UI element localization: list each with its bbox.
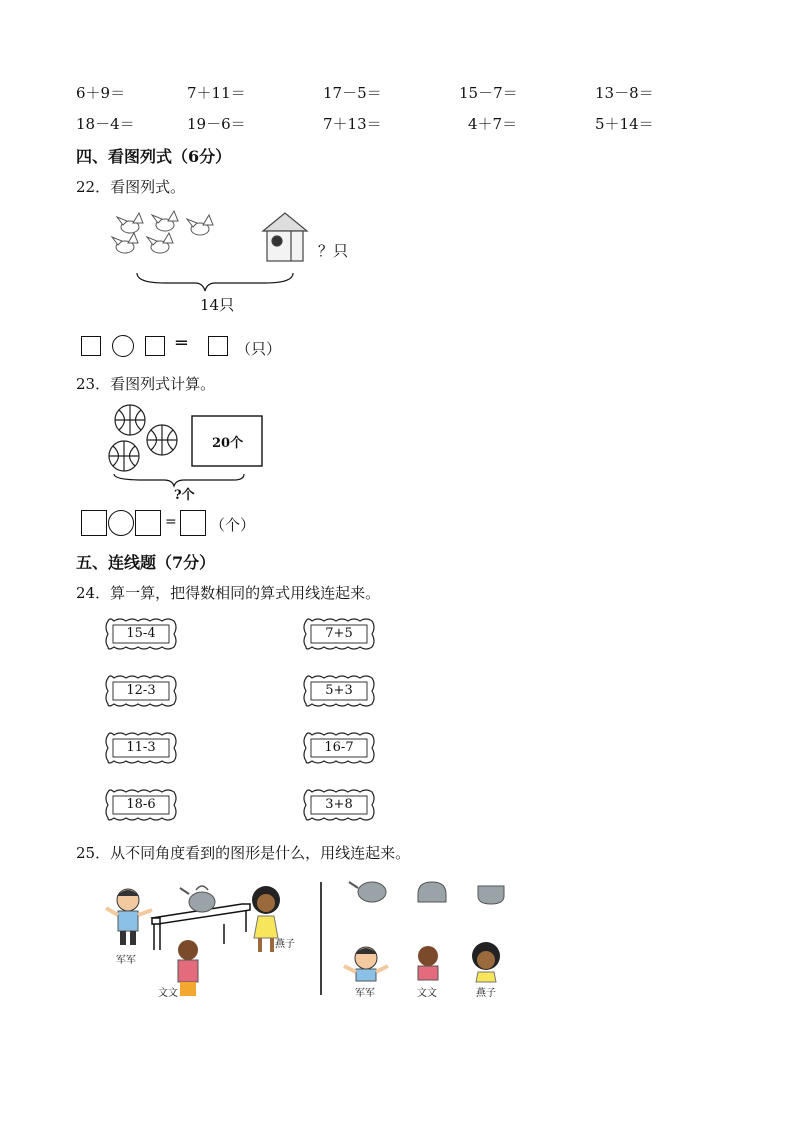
answer-box[interactable] xyxy=(208,336,228,356)
expression-text: 15-4 xyxy=(126,626,156,641)
answer-box[interactable] xyxy=(81,336,101,356)
unit-label: （个） xyxy=(210,516,256,534)
arithmetic-item: 17－5＝ xyxy=(323,84,382,102)
bird-icon xyxy=(117,213,143,233)
girl-wenwen-icon xyxy=(178,940,198,996)
unit-label: （只） xyxy=(236,340,282,358)
answer-box[interactable] xyxy=(145,336,165,356)
question-prompt: 22．看图列式。 xyxy=(76,178,186,196)
arithmetic-item: 5＋14＝ xyxy=(595,115,654,133)
expression-text: 12-3 xyxy=(126,683,156,698)
bird-icon xyxy=(147,233,173,253)
total-label: 14只 xyxy=(200,296,235,314)
section-heading: 四、看图列式（6分） xyxy=(76,147,232,166)
expression-card[interactable] xyxy=(104,788,178,822)
arithmetic-item: 7＋13＝ xyxy=(323,115,382,133)
basketball-icon xyxy=(109,441,139,471)
character-name: 燕子 xyxy=(275,939,295,950)
expression-text: 5+3 xyxy=(325,683,353,698)
character-name: 军军 xyxy=(116,955,136,966)
answer-box[interactable] xyxy=(180,510,206,536)
character-name: 燕子 xyxy=(476,988,496,999)
arithmetic-item: 4＋7＝ xyxy=(468,115,518,133)
expression-text: 7+5 xyxy=(325,626,353,641)
question-label: ？只 xyxy=(318,242,349,260)
expression-text: 11-3 xyxy=(126,740,156,755)
basketball-icon xyxy=(115,405,145,435)
kettle-side-view-icon xyxy=(349,882,386,902)
girl-wenwen-icon xyxy=(418,946,438,980)
box-label: 20个 xyxy=(212,436,244,451)
kettle-icon xyxy=(180,886,215,912)
kettle-back-view-icon xyxy=(478,886,504,904)
answer-box[interactable] xyxy=(81,510,107,536)
arithmetic-item: 19－6＝ xyxy=(187,115,246,133)
girl-yanzi-icon xyxy=(472,942,500,982)
section-heading: 五、连线题（7分） xyxy=(76,553,216,572)
expression-text: 16-7 xyxy=(324,740,354,755)
boy-junjun-icon xyxy=(344,947,388,981)
expression-card[interactable] xyxy=(104,731,178,765)
expression-card[interactable] xyxy=(302,674,376,708)
expression-text: 3+8 xyxy=(325,797,353,812)
arithmetic-item: 13－8＝ xyxy=(595,84,654,102)
birdhouse-icon xyxy=(263,213,307,261)
arithmetic-item: 7＋11＝ xyxy=(187,84,246,102)
kettle-front-view-icon xyxy=(418,882,446,902)
bird-icon xyxy=(187,215,213,235)
basketballs-figure xyxy=(104,400,274,490)
equals-sign: ═ xyxy=(176,333,187,354)
arithmetic-item: 15－7＝ xyxy=(459,84,518,102)
question-prompt: 24．算一算，把得数相同的算式用线连起来。 xyxy=(76,584,381,602)
expression-card[interactable] xyxy=(104,674,178,708)
expression-card[interactable] xyxy=(302,617,376,651)
answer-box[interactable] xyxy=(135,510,161,536)
operator-circle[interactable] xyxy=(108,510,134,536)
boy-junjun-icon xyxy=(106,889,152,945)
arithmetic-item: 18－4＝ xyxy=(76,115,135,133)
expression-card[interactable] xyxy=(302,788,376,822)
equals-sign: = xyxy=(165,514,177,530)
bird-icon xyxy=(152,211,178,231)
expression-text: 18-6 xyxy=(126,797,156,812)
question-label: ?个 xyxy=(174,488,195,503)
character-name: 军军 xyxy=(355,988,375,999)
character-name: 文文 xyxy=(417,988,437,999)
bird-icon xyxy=(112,233,138,253)
question-prompt: 23．看图列式计算。 xyxy=(76,375,216,393)
question-prompt: 25．从不同角度看到的图形是什么，用线连起来。 xyxy=(76,844,411,862)
expression-card[interactable] xyxy=(104,617,178,651)
expression-card[interactable] xyxy=(302,731,376,765)
basketball-icon xyxy=(147,425,177,455)
arithmetic-item: 6＋9＝ xyxy=(76,84,126,102)
character-name: 文文 xyxy=(158,988,178,999)
operator-circle[interactable] xyxy=(112,335,134,357)
